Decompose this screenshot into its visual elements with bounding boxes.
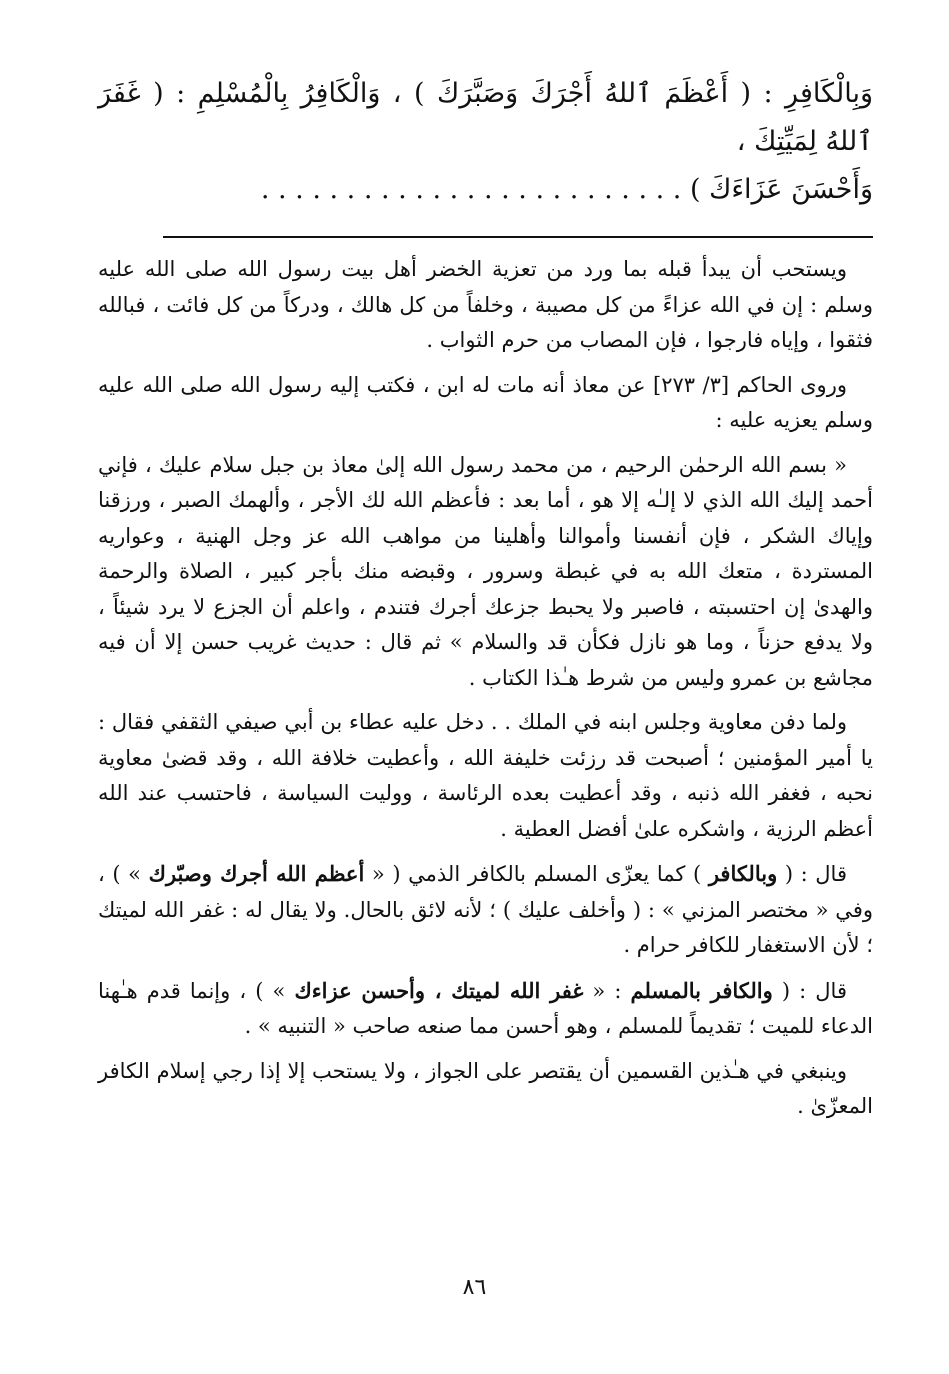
p6-part-a: قال : (	[772, 978, 847, 1003]
page-body	[98, 70, 873, 1134]
paragraph-2: وروى الحاكم [٣/ ٢٧٣] عن معاذ أنه مات له ابن ، فكتب إليه رسول الله صلى الله عليه وسلم يعزيه عليه :	[98, 372, 873, 432]
matn-text	[98, 70, 873, 214]
page-number: ٨٦	[462, 1275, 487, 1300]
separator-rule	[163, 236, 873, 238]
p6-bold-b: غفر الله لميتك ، وأحسن عزاءك	[294, 977, 584, 1003]
p6-part-c: : «	[583, 978, 631, 1003]
p5-bold-b: أعظم الله أجرك وصبّرك	[148, 861, 365, 886]
paragraph-3: « بسم الله الرحمٰن الرحيم ، من محمد رسول الله إلىٰ معاذ بن جبل سلام عليك ، فإني أحمد إليك الله الذي لا إلـٰه إلا هو ، أما بعد : فأعظم الله لك الأجر ، وألهمك الصبر ، ورزقنا وإياك الشكر ، فإن أنفسنا وأموالنا وأهلينا من مواهب الله عز وجل الهنية ، وعواريه المستردة ، متعك الله به في غبطة وسرور ، وقبضه منك بأجر كبير ، الصلاة والرحمة والهدىٰ إن احتسبته ، فاصبر ولا يحبط جزعك أجرك فتندم ، واعلم أن الجزع لا يرد شيئاً ، ولا يدفع حزناً ، وما هو نازل فكأن قد والسلام » ثم قال : حديث غريب حسن إلا أن فيه مجاشع بن عمرو وليس من شرط هـٰذا الكتاب .	[98, 452, 873, 690]
paragraph-4: ولما دفن معاوية وجلس ابنه في الملك . . دخل عليه عطاء بن أبي صيفي الثقفي فقال : يا أمير المؤمنين ؛ أصبحت قد رزئت خليفة الله ، وأعطيت خلافة الله ، وقد قضىٰ معاوية نحبه ، فغفر الله ذنبه ، وقد أعطيت بعده الرئاسة ، ووليت السياسة ، فاحتسب عند الله أعظم الرزية ، واشكره علىٰ أفضل العطية .	[98, 710, 873, 841]
paragraph-1: ويستحب أن يبدأ قبله بما ورد من تعزية الخضر أهل بيت رسول الله صلى الله عليه وسلم : إن في الله عزاءً من كل مصيبة ، وخلفاً من كل هالك ، ودركاً من كل فائت ، فبالله فثقوا ، وإياه فارجوا ، فإن المصاب من حرم الثواب .	[98, 257, 873, 352]
p5-bold-a: وبالكافر	[708, 861, 778, 886]
matn-dots: . . . . . . . . . . . . . . . . . . . . . . . . .	[260, 174, 682, 205]
paragraph-5	[98, 856, 873, 964]
sharh-text	[98, 252, 873, 1125]
p6-bold-a: والكافر بالمسلم	[630, 977, 773, 1003]
paragraph-7: وينبغي في هـٰذين القسمين أن يقتصر على الجواز ، ولا يستحب إلا إذا رجي إسلام الكافر المعزّىٰ .	[98, 1058, 873, 1118]
p5-part-e: » ) ، وفي « مختصر المزني » : ( وأخلف عليك ) ؛ لأنه لائق بالحال. ولا يقال له : غفر الله لميتك ؛ لأن الاستغفار للكافر حرام .	[98, 862, 873, 957]
matn-line-2	[98, 166, 873, 214]
p5-part-a: قال : (	[777, 862, 847, 886]
p5-part-c: ) كما يعزّى المسلم بالكافر الذمي ( «	[364, 862, 709, 886]
paragraph-6	[98, 973, 873, 1045]
matn-line-1: وَبِالْكَافِرِ : ( أَعْظَمَ ٱللهُ أَجْرَكَ وَصَبَّرَكَ ) ، وَالْكَافِرُ بِالْمُسْلِمِ : ( غَفَرَ ٱللهُ لِمَيِّتِكَ ،	[98, 78, 873, 157]
matn-line-2-text: وَأَحْسَنَ عَزَاءَكَ )	[681, 174, 873, 205]
p6-part-e: » ) ، وإنما قدم هـٰهنا الدعاء للميت ؛ تقديماً للمسلم ، وهو أحسن مما صنعه صاحب « التنبيه » .	[98, 978, 873, 1038]
